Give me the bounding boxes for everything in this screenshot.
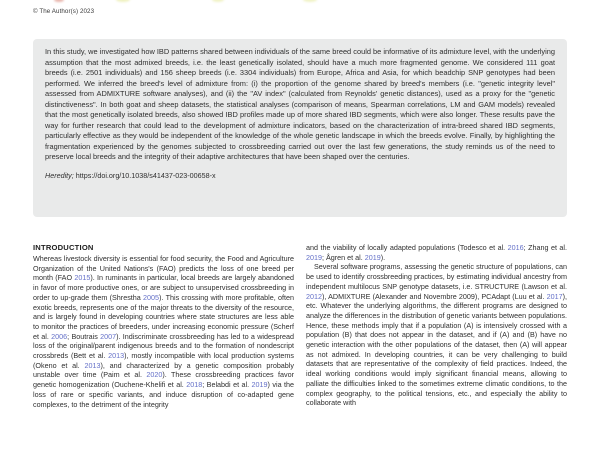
right-column <box>306 243 567 409</box>
abstract-box <box>33 39 567 217</box>
citation-year-link[interactable]: 2007 <box>100 331 117 341</box>
citation-year-link[interactable]: 2020 <box>146 370 163 380</box>
citation-year-link[interactable]: 2006 <box>51 331 68 341</box>
citation-year-link[interactable]: 2019 <box>251 380 268 390</box>
citation-year-link[interactable]: 2012 <box>306 291 322 301</box>
citation-year-link[interactable]: 2018 <box>186 380 203 390</box>
paragraph-text: ; Ågren et al. <box>322 252 365 262</box>
citation-year-link[interactable]: 2015 <box>74 273 91 283</box>
paragraph-text: ), ADMIXTURE (Alexander and Novembre 2009), PCAdapt (Luu et al. <box>322 291 547 301</box>
article-body-columns <box>33 243 567 409</box>
page-top-cutoff-artifact <box>54 0 64 2</box>
citation-year-link[interactable]: 2013 <box>84 360 101 370</box>
paragraph-text: and the viability of locally adapted populations (Todesco et al. <box>306 243 508 252</box>
paragraph-text: ), etc. Whatever the underlying algorithms, the different programs are designed to analyze the differences in the distribution of genetic variants between populations. Hence, these methods imply that if a population (A) is intensively crossed with a population (B) that does not appear in the dataset, and if (A) and (B) have no genetic interaction with the other populations of the dataset, then (A) will appear as not admixed. In developing countries, it can be very challenging to build datasets that are representative of the complexity of field practices. Indeed, the ideal working conditions would imply significant financial means, allowing to palliate the difficulties linked to the sometimes extreme climatic conditions, to the complex geography, to the political tensions, etc., and especially the ability to collaborate with <box>306 291 567 408</box>
introduction-heading: INTRODUCTION <box>33 243 94 252</box>
citation-year-link[interactable]: 2016 <box>507 243 524 252</box>
doi-link[interactable]: https://doi.org/10.1038/s41437-023-00658-x <box>73 170 216 180</box>
citation-year-link[interactable]: 2005 <box>143 292 160 302</box>
paragraph-text: ). <box>380 252 386 262</box>
paragraph-text: ), mostly incompatible with local production systems (Okeno et al. <box>33 351 294 370</box>
paragraph-text: ; Zhang et al. <box>523 243 568 252</box>
left-column <box>33 243 294 409</box>
introduction-paragraph <box>306 262 567 408</box>
paragraph-text: ). These crossbreeding practices favor genetic homogenization (Ouchene-Khelifi et al. <box>33 370 294 390</box>
abstract-text: In this study, we investigated how IBD patterns shared between individuals of the same breed could be informative of its admixture level, with the underlying assumption that the most admixed breeds, i.e. the least genetically isolated, should have a much more fragmented genome. We considered 111 goat breeds (i.e. 2501 individuals) and 156 sheep breeds (i.e. 3304 individuals) from Europe, Africa and Asia, for which beadchip SNP genotypes had been performed. We inferred the breed's level of admixture from: (i) the proportion of the genome shared by breed's members (i.e. "genetic integrity level" assessed from ADMIXTURE software analyses), and (ii) the "AV index" (calculated from Reynolds' genetic distances), used as a proxy for the "genetic distinctiveness". In both goat and sheep datasets, the statistical analyses (comparison of means, Spearman correlations, LM and GAM models) revealed that the most genetically isolated breeds, also showed IBD profiles made up of more shared IBD segments, which were also longer. These results pave the way for further research that could lead to the development of admixture indicators, based on the characterization of intra-breed shared IBD segments, particularly effective as they would be independent of the knowledge of the whole genetic landscape in which the breeds evolve. Finally, by highlighting the fragmentation experienced by the genomes subjected to crossbreeding carried out over the last few generations, the study reminds us of the need to preserve local breeds and the integrity of their adaptive architectures that have been shaped over the centuries. <box>45 47 555 161</box>
citation-year-link[interactable]: 2017 <box>546 291 563 301</box>
journal-name: Heredity; <box>45 170 74 180</box>
page-top-cutoff-artifact <box>116 0 130 2</box>
paragraph-text: ). This crossing with more profitable, often exotic breeds, represents one of the major threats to the diversity of the resource, and is largely found in developing countries where state structures are less able to monitor the practices of breeders, under increasing economic pressure (Scherf et al. <box>33 292 294 341</box>
paragraph-text: ). In ruminants in particular, local breeds are largely abandoned in favor of more productive ones, or are subject to unsupervised crossbreeding in order to up-grade them (Shrestha <box>33 273 294 302</box>
page-top-cutoff-artifact <box>303 0 317 2</box>
paragraph-text: ) via the loss of rare or specific variants, and induce disruption of co-adapted gene complexes, to the detriment of the integrity <box>33 380 294 409</box>
citation-year-link[interactable]: 2019 <box>364 252 381 262</box>
page-top-cutoff-artifact <box>212 0 224 2</box>
citation-line <box>45 171 555 180</box>
paragraph-text: Whereas livestock diversity is essential for food security, the Food and Agriculture Organization of the United Nations's (FAO) predicts the loss of one breed per month (FAO <box>33 254 294 283</box>
paragraph-text: ), and characterized by a genetic composition probably unstable over time (Paim et al. <box>33 360 294 380</box>
introduction-paragraph <box>33 254 294 409</box>
copyright-line: © The Author(s) 2023 <box>33 8 95 15</box>
paragraph-text: ; Belabdi et al. <box>202 380 252 390</box>
paragraph-text: ). Indiscriminate crossbreeding has led to a widespread loss of the original/parent indigenous breeds and to the formation of nondescript crossbreds (Bett et al. <box>33 331 294 361</box>
introduction-paragraph <box>306 243 567 262</box>
paragraph-text: ; Boutrais <box>67 331 101 341</box>
citation-year-link[interactable]: 2019 <box>306 252 322 262</box>
citation-year-link[interactable]: 2013 <box>108 351 125 361</box>
paragraph-text: Several software programs, assessing the genetic structure of populations, can be used to identify crossbreeding practices, by estimating individual ancestry from independent multilocus SNP genotype datasets, i.e. STRUCTURE (Lawson et al. <box>306 262 567 291</box>
